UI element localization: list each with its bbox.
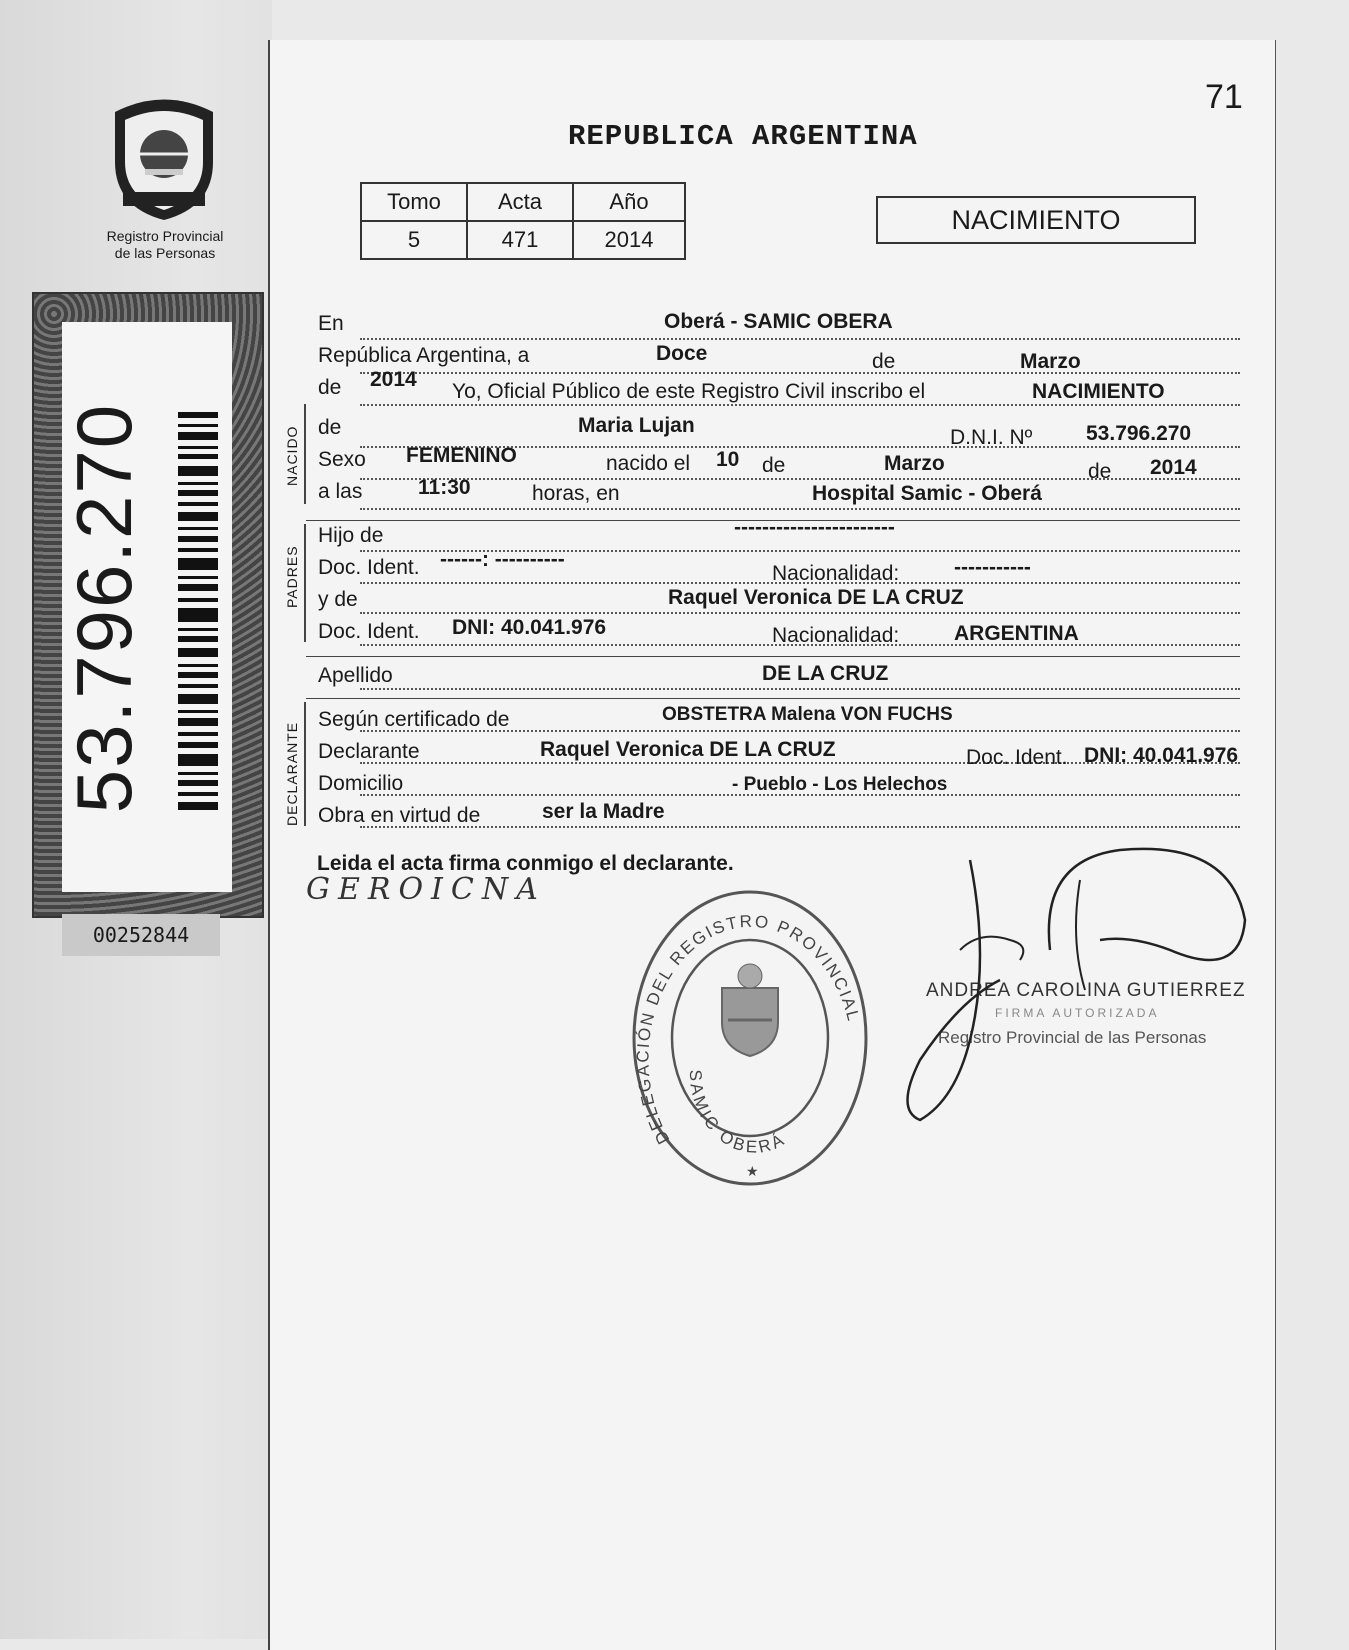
page-number: 71 bbox=[1205, 78, 1243, 116]
registry-line2: de las Personas bbox=[114, 245, 216, 261]
barcode-number: 53.796.270 bbox=[60, 402, 148, 814]
value-dni: 53.796.270 bbox=[1086, 422, 1192, 445]
label-de-birth-year: de bbox=[1088, 460, 1112, 483]
label-nacido-el: nacido el bbox=[606, 452, 691, 475]
label-nacionalidad-2: Nacionalidad: bbox=[772, 624, 900, 647]
stamp-outer-text: DELEGACIÓN DEL REGISTRO PROVINCIAL bbox=[633, 911, 864, 1148]
value-year: 2014 bbox=[370, 368, 417, 391]
label-docident-1: Doc. Ident. bbox=[318, 556, 420, 579]
value-place: Hospital Samic - Oberá bbox=[812, 482, 1042, 505]
label-yde: y de bbox=[318, 588, 358, 611]
label-hijo: Hijo de bbox=[318, 524, 384, 547]
value-day: Doce bbox=[656, 342, 708, 365]
label-nacido: NACIDO bbox=[284, 425, 300, 486]
label-declarante: Declarante bbox=[318, 740, 420, 763]
value-domicilio: - Pueblo - Los Helechos bbox=[732, 774, 948, 795]
value-nacionalidad-1: ----------- bbox=[954, 556, 1031, 579]
label-docident-2: Doc. Ident. bbox=[318, 620, 420, 643]
svg-text:SAMIC OBERÁ bbox=[686, 1069, 790, 1157]
delegation-stamp bbox=[630, 890, 870, 1190]
rule-line bbox=[360, 688, 1240, 690]
value-obra: ser la Madre bbox=[542, 800, 665, 823]
ref-value-acta: 471 bbox=[467, 221, 573, 259]
document-type: NACIMIENTO bbox=[876, 196, 1196, 244]
barcode-sticker bbox=[32, 292, 264, 918]
label-certificado: Según certificado de bbox=[318, 708, 510, 731]
label-obra: Obra en virtud de bbox=[318, 804, 481, 827]
label-en: En bbox=[318, 312, 344, 335]
label-dni: D.N.I. Nº bbox=[950, 426, 1033, 449]
declarante-bracket bbox=[304, 702, 306, 826]
label-declarante: DECLARANTE bbox=[284, 721, 300, 826]
label-de-month: de bbox=[872, 350, 896, 373]
ref-header-acta: Acta bbox=[467, 183, 573, 221]
nacido-bracket bbox=[304, 404, 306, 504]
value-certificado: OBSTETRA Malena VON FUCHS bbox=[662, 704, 953, 725]
label-sexo: Sexo bbox=[318, 448, 366, 471]
value-birth-day: 10 bbox=[716, 448, 740, 471]
label-alas: a las bbox=[318, 480, 363, 503]
value-name: Maria Lujan bbox=[578, 414, 695, 437]
serial-number: 00252844 bbox=[62, 914, 220, 956]
value-apellido: DE LA CRUZ bbox=[762, 662, 889, 685]
label-inscribo: Yo, Oficial Público de este Registro Civil inscribo el bbox=[452, 380, 926, 403]
reference-table bbox=[360, 182, 686, 260]
value-en: Oberá - SAMIC OBERA bbox=[664, 310, 893, 333]
barcode-label bbox=[62, 322, 232, 892]
rule-line bbox=[360, 826, 1240, 828]
rule-line bbox=[360, 612, 1240, 614]
value-sexo: FEMENINO bbox=[406, 444, 517, 467]
star-icon: ★ bbox=[746, 1163, 759, 1179]
label-horas: horas, en bbox=[532, 482, 620, 505]
rule-line bbox=[360, 508, 1240, 510]
section-divider bbox=[306, 698, 1240, 699]
value-time: 11:30 bbox=[418, 476, 471, 499]
rule-line bbox=[360, 404, 1240, 406]
label-de-birth-month: de bbox=[762, 454, 786, 477]
label-name: de bbox=[318, 416, 342, 439]
label-apellido: Apellido bbox=[318, 664, 393, 687]
value-birth-year: 2014 bbox=[1150, 456, 1197, 479]
ref-header-ano: Año bbox=[573, 183, 685, 221]
ref-value-ano: 2014 bbox=[573, 221, 685, 259]
document-title: REPUBLICA ARGENTINA bbox=[568, 120, 918, 153]
registry-line1: Registro Provincial bbox=[106, 228, 224, 244]
officer-office: Registro Provincial de las Personas bbox=[938, 1028, 1207, 1047]
value-docident-1: ------: ---------- bbox=[440, 548, 565, 571]
value-inscribo: NACIMIENTO bbox=[1032, 380, 1165, 403]
label-de-year: de bbox=[318, 376, 342, 399]
coat-of-arms-icon bbox=[722, 964, 778, 1056]
value-declarante: Raquel Veronica DE LA CRUZ bbox=[540, 738, 836, 761]
handwritten-name: GEROICNA bbox=[306, 872, 546, 907]
label-domicilio: Domicilio bbox=[318, 772, 404, 795]
stamp-inner-text: SAMIC OBERÁ bbox=[685, 1069, 790, 1157]
registry-label bbox=[90, 228, 240, 262]
value-docident-2: DNI: 40.041.976 bbox=[452, 616, 607, 639]
value-mother: Raquel Veronica DE LA CRUZ bbox=[668, 586, 964, 609]
officer-name: ANDREA CAROLINA GUTIERREZ bbox=[926, 980, 1246, 1001]
signature-icon bbox=[900, 840, 1260, 1130]
label-republica: República Argentina, a bbox=[318, 344, 530, 367]
value-month: Marzo bbox=[1020, 350, 1081, 373]
officer-role: FIRMA AUTORIZADA bbox=[995, 1006, 1160, 1020]
value-hijo: ----------------------- bbox=[734, 516, 895, 539]
ref-value-tomo: 5 bbox=[361, 221, 467, 259]
value-nacionalidad-2: ARGENTINA bbox=[954, 622, 1079, 645]
barcode-icon bbox=[178, 412, 218, 812]
label-padres: PADRES bbox=[284, 545, 300, 608]
label-nacionalidad-1: Nacionalidad: bbox=[772, 562, 900, 585]
label-decl-docident: Doc. Ident. bbox=[966, 746, 1068, 769]
section-divider bbox=[306, 656, 1240, 657]
closing-statement: Leida el acta firma conmigo el declarante. bbox=[317, 852, 734, 875]
value-birth-month: Marzo bbox=[884, 452, 945, 475]
value-decl-docident: DNI: 40.041.976 bbox=[1084, 744, 1239, 767]
ref-header-tomo: Tomo bbox=[361, 183, 467, 221]
rule-line bbox=[360, 372, 1240, 374]
rule-line bbox=[360, 338, 1240, 340]
padres-bracket bbox=[304, 524, 306, 642]
misiones-seal-icon bbox=[105, 92, 223, 222]
